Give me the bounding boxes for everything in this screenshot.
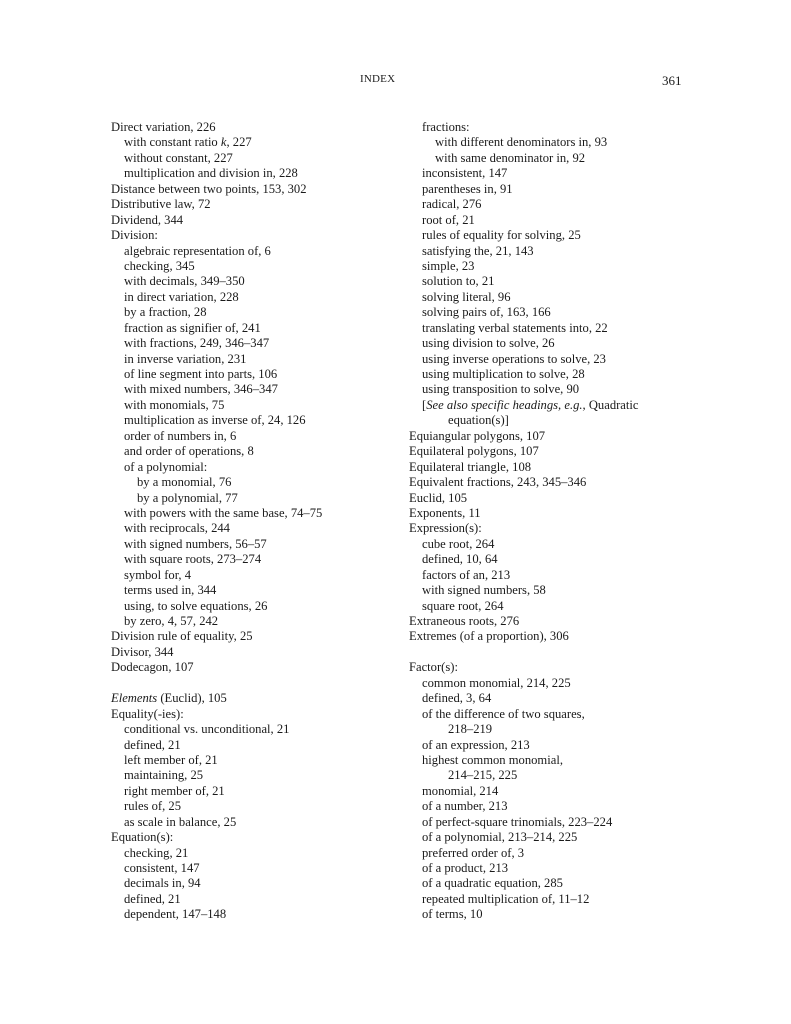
- index-subentry: with mixed numbers, 346–347: [124, 382, 278, 397]
- index-subentry: checking, 345: [124, 258, 195, 273]
- index-subentry: with square roots, 273–274: [124, 552, 262, 567]
- index-subentry: multiplication and division in, 228: [124, 166, 298, 181]
- index-subentry: and order of operations, 8: [124, 444, 254, 459]
- index-subentry: in inverse variation, 231: [124, 351, 247, 366]
- index-subentry: 218–219: [448, 722, 493, 737]
- index-entry: Dodecagon, 107: [111, 660, 194, 675]
- index-column-right: [409, 120, 709, 923]
- index-entry: Extraneous roots, 276: [409, 614, 520, 628]
- index-subentry: radical, 276: [422, 197, 482, 212]
- index-subentry: root of, 21: [422, 212, 475, 227]
- index-subentry: with signed numbers, 56–57: [124, 536, 267, 551]
- index-subentry: with reciprocals, 244: [124, 521, 230, 536]
- index-subentry: with fractions, 249, 346–347: [124, 336, 270, 351]
- index-subentry: solving literal, 96: [422, 289, 511, 304]
- index-entry: Factor(s):: [409, 660, 458, 675]
- index-subentry: rules of, 25: [124, 799, 182, 814]
- index-subentry: of the difference of two squares,: [422, 706, 585, 721]
- index-subentry: left member of, 21: [124, 752, 218, 767]
- index-subentry: by a polynomial, 77: [137, 490, 238, 505]
- index-subentry: maintaining, 25: [124, 768, 204, 783]
- index-subentry: using inverse operations to solve, 23: [422, 351, 606, 366]
- index-subentry: multiplication as inverse of, 24, 126: [124, 413, 306, 428]
- index-subentry: in direct variation, 228: [124, 289, 239, 304]
- index-entry: Division:: [111, 228, 158, 243]
- index-subentry: with powers with the same base, 74–75: [124, 505, 323, 520]
- index-spacer: [111, 676, 411, 691]
- index-entry: Equilateral polygons, 107: [409, 444, 539, 459]
- index-subentry: of a polynomial, 213–214, 225: [422, 830, 578, 845]
- index-entry: Equation(s):: [111, 830, 174, 845]
- index-subentry: repeated multiplication of, 11–12: [422, 891, 590, 906]
- entry-text-part: Quadratic: [585, 397, 639, 412]
- index-subentry: solution to, 21: [422, 274, 495, 289]
- index-subentry: preferred order of, 3: [422, 845, 525, 860]
- entry-text-part: k: [220, 135, 227, 150]
- index-subentry: inconsistent, 147: [422, 166, 508, 181]
- index-subentry: translating verbal statements into, 22: [422, 320, 608, 335]
- index-subentry: of perfect-square trinomials, 223–224: [422, 814, 613, 829]
- index-entry: Equiangular polygons, 107: [409, 428, 546, 443]
- entry-text-part: See also specific headings, e.g.,: [426, 397, 586, 412]
- index-subentry: as scale in balance, 25: [124, 814, 237, 829]
- index-subentry: common monomial, 214, 225: [422, 675, 571, 690]
- index-entry: Extremes (of a proportion), 306: [409, 629, 569, 644]
- index-subentry: consistent, 147: [124, 861, 200, 875]
- index-subentry: using multiplication to solve, 28: [422, 367, 585, 381]
- index-spacer: [409, 645, 709, 660]
- index-subentry: using division to solve, 26: [422, 336, 555, 351]
- index-subentry: algebraic representation of, 6: [124, 243, 271, 258]
- index-subentry: of an expression, 213: [422, 737, 530, 752]
- entry-text-part: (Euclid), 105: [157, 691, 227, 706]
- index-subentry: by zero, 4, 57, 242: [124, 614, 219, 628]
- index-subentry: parentheses in, 91: [422, 181, 513, 196]
- index-subentry: satisfying the, 21, 143: [422, 243, 534, 258]
- entry-text-part: with constant ratio: [124, 135, 221, 150]
- index-subentry: of a quadratic equation, 285: [422, 876, 563, 891]
- index-subentry: terms used in, 344: [124, 583, 217, 598]
- index-subentry: with decimals, 349–350: [124, 274, 245, 289]
- index-subentry: 214–215, 225: [448, 768, 518, 783]
- index-subentry: without constant, 227: [124, 150, 233, 165]
- index-subentry: cube root, 264: [422, 536, 495, 551]
- index-entry: Direct variation, 226: [111, 120, 216, 134]
- index-entry: Division rule of equality, 25: [111, 629, 253, 644]
- index-entry: Euclid, 105: [409, 490, 468, 505]
- index-subentry: by a monomial, 76: [137, 475, 232, 490]
- index-subentry: highest common monomial,: [422, 752, 563, 767]
- index-subentry: of line segment into parts, 106: [124, 367, 278, 381]
- index-subentry: defined, 21: [124, 891, 181, 906]
- index-subentry: equation(s)]: [448, 413, 509, 428]
- index-subentry: checking, 21: [124, 845, 189, 860]
- index-subentry: defined, 3, 64: [422, 691, 492, 706]
- index-subentry: fractions:: [422, 120, 470, 134]
- index-subentry: monomial, 214: [422, 783, 499, 798]
- index-subentry: with same denominator in, 92: [435, 150, 586, 165]
- index-subentry: with monomials, 75: [124, 397, 225, 412]
- index-subentry: solving pairs of, 163, 166: [422, 305, 551, 320]
- index-subentry: dependent, 147–148: [124, 907, 227, 922]
- index-subentry: of terms, 10: [422, 907, 483, 922]
- index-subentry: conditional vs. unconditional, 21: [124, 722, 290, 737]
- index-entry: Dividend, 344: [111, 212, 184, 227]
- page-number: 361: [662, 73, 682, 88]
- index-subentry: with different denominators in, 93: [435, 135, 608, 150]
- index-entry: Equivalent fractions, 243, 345–346: [409, 475, 587, 490]
- entry-text-part: [: [422, 397, 427, 412]
- index-subentry: right member of, 21: [124, 783, 225, 798]
- index-subentry: order of numbers in, 6: [124, 428, 237, 443]
- index-subentry: using transposition to solve, 90: [422, 382, 580, 397]
- index-subentry: defined, 10, 64: [422, 552, 498, 567]
- index-subentry: square root, 264: [422, 598, 504, 613]
- index-subentry: symbol for, 4: [124, 567, 192, 582]
- index-entry: Distributive law, 72: [111, 197, 211, 212]
- index-subentry: decimals in, 94: [124, 876, 201, 891]
- index-subentry: defined, 21: [124, 737, 181, 752]
- index-entry: Equilateral triangle, 108: [409, 459, 532, 474]
- index-subentry: fraction as signifier of, 241: [124, 320, 261, 335]
- entry-text-part: Elements: [111, 691, 158, 706]
- index-subentry: of a product, 213: [422, 861, 509, 875]
- index-subentry: using, to solve equations, 26: [124, 598, 268, 613]
- index-subentry: [111, 135, 411, 150]
- index-column-left: [111, 120, 411, 923]
- index-subentry: [409, 398, 709, 413]
- index-subentry: by a fraction, 28: [124, 305, 207, 320]
- index-entry: Exponents, 11: [409, 505, 481, 520]
- index-entry: Expression(s):: [409, 521, 482, 536]
- index-entry: Divisor, 344: [111, 644, 174, 659]
- index-subentry: simple, 23: [422, 258, 475, 273]
- running-head: INDEX: [360, 73, 396, 85]
- index-entry: [111, 691, 411, 706]
- index-subentry: of a polynomial:: [124, 459, 208, 474]
- index-subentry: rules of equality for solving, 25: [422, 228, 581, 243]
- entry-text-part: , 227: [226, 135, 252, 150]
- index-subentry: with signed numbers, 58: [422, 583, 546, 598]
- index-subentry: of a number, 213: [422, 799, 508, 814]
- index-entry: Distance between two points, 153, 302: [111, 181, 307, 196]
- index-entry: Equality(-ies):: [111, 706, 184, 721]
- index-subentry: factors of an, 213: [422, 567, 511, 582]
